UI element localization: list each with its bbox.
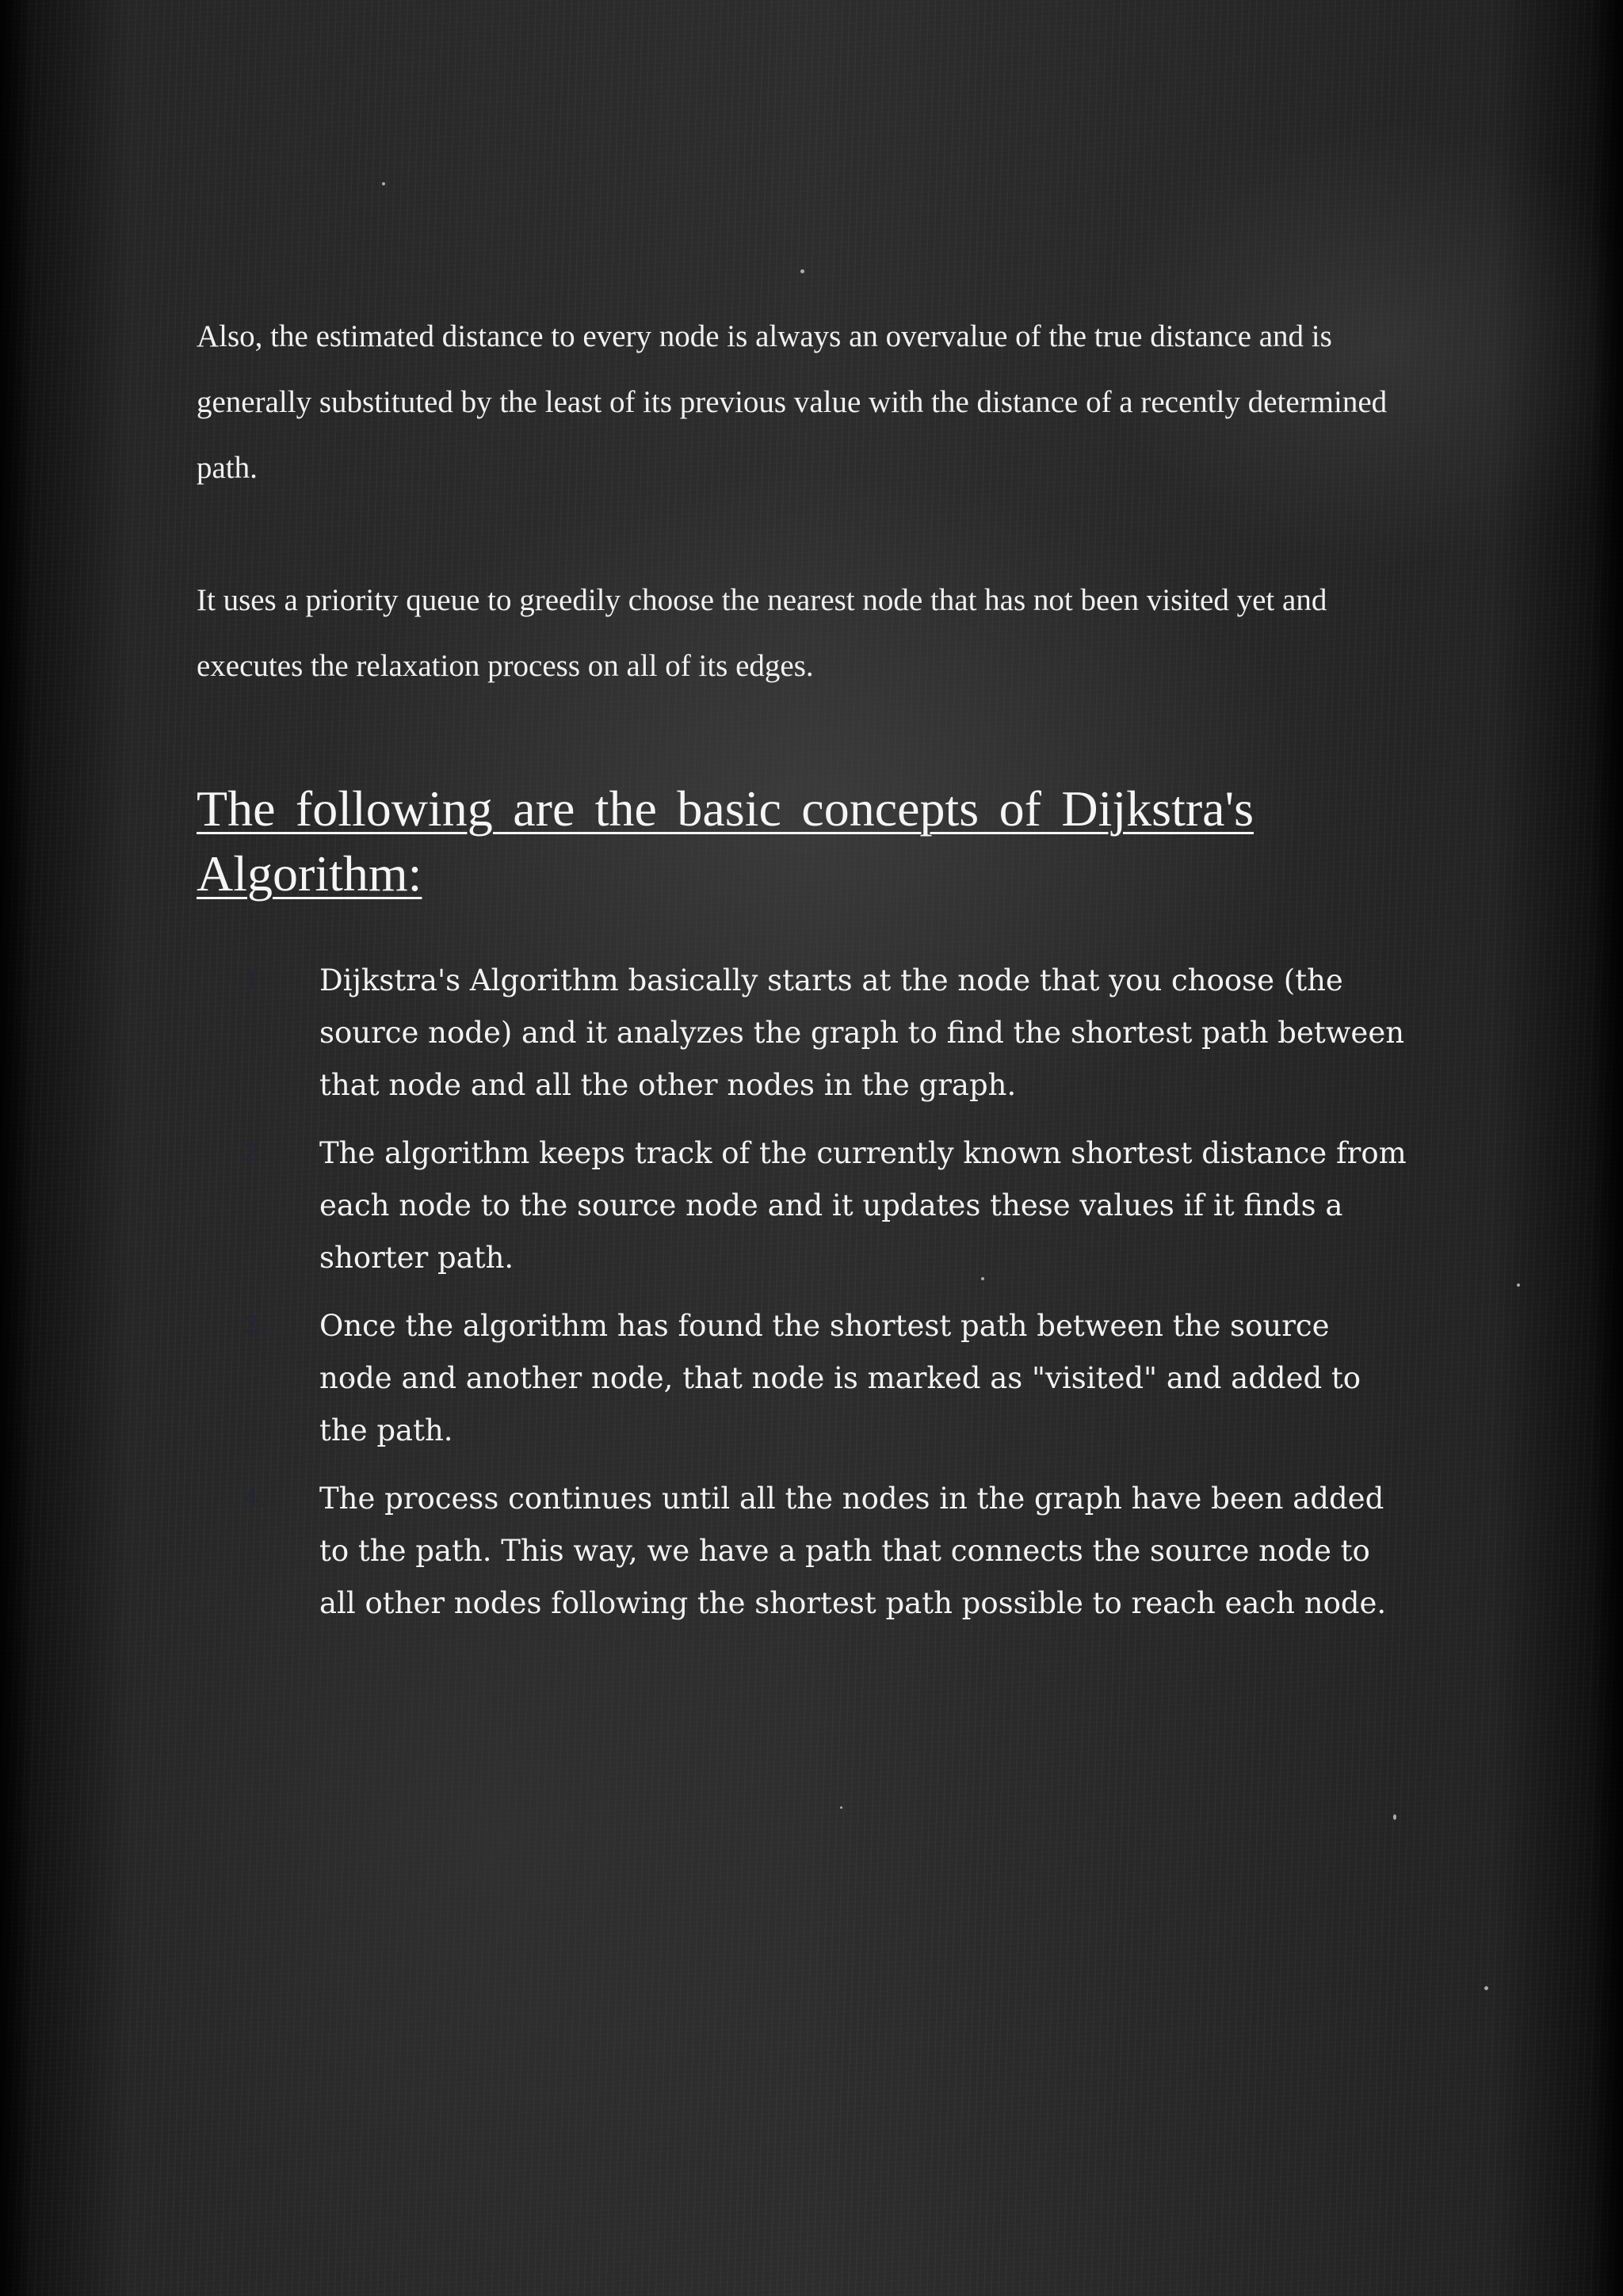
chalkboard-right-edge [1591, 0, 1623, 2296]
list-item-number: 1. [244, 967, 267, 994]
list-item-text: The process continues until all the nodes in the graph have been added to the path. This way, we have a path that connects the source node to all other nodes following the shortest path possible to reach each node. [319, 1482, 1387, 1620]
concepts-list [238, 955, 1411, 1646]
paragraph-priority-queue: It uses a priority queue to greedily choose the nearest node that has not been visited yet and executes the relaxation process on all of its edges. [197, 583, 1327, 683]
list-item-text: The algorithm keeps track of the currently known shortest distance from each node to the source node and it updates these values if it finds a shorter path. [319, 1136, 1407, 1275]
section-heading: The following are the basic concepts of Dijkstra's Algorithm: [197, 780, 1254, 902]
chalk-speck [1484, 1986, 1488, 1990]
chalkboard-left-edge [0, 0, 32, 2296]
chalk-speck [1393, 1814, 1396, 1820]
list-item-text: Dijkstra's Algorithm basically starts at the node that you choose (the source node) and it analyzes the graph to find the shortest path between that node and all the other nodes in the graph. [319, 963, 1405, 1102]
chalk-speck [840, 1806, 842, 1809]
paragraph-estimated-distance: Also, the estimated distance to every node is always an overvalue of the true distance and is generally substituted by the least of its previous value with the distance of a recently determined path. [197, 319, 1388, 485]
list-item [238, 1473, 1411, 1630]
chalk-speck [1517, 1283, 1520, 1287]
list-item-text: Once the algorithm has found the shortest path between the source node and another node, that node is marked as "visited" and added to the path. [319, 1309, 1361, 1447]
chalk-speck [382, 182, 385, 185]
list-item [238, 955, 1411, 1112]
list-item-number: 2. [244, 1139, 267, 1167]
list-item [238, 1127, 1411, 1284]
chalk-speck [800, 269, 804, 273]
list-item-number: 4. [244, 1485, 267, 1512]
list-item-number: 3. [244, 1312, 267, 1340]
list-item [238, 1300, 1411, 1457]
